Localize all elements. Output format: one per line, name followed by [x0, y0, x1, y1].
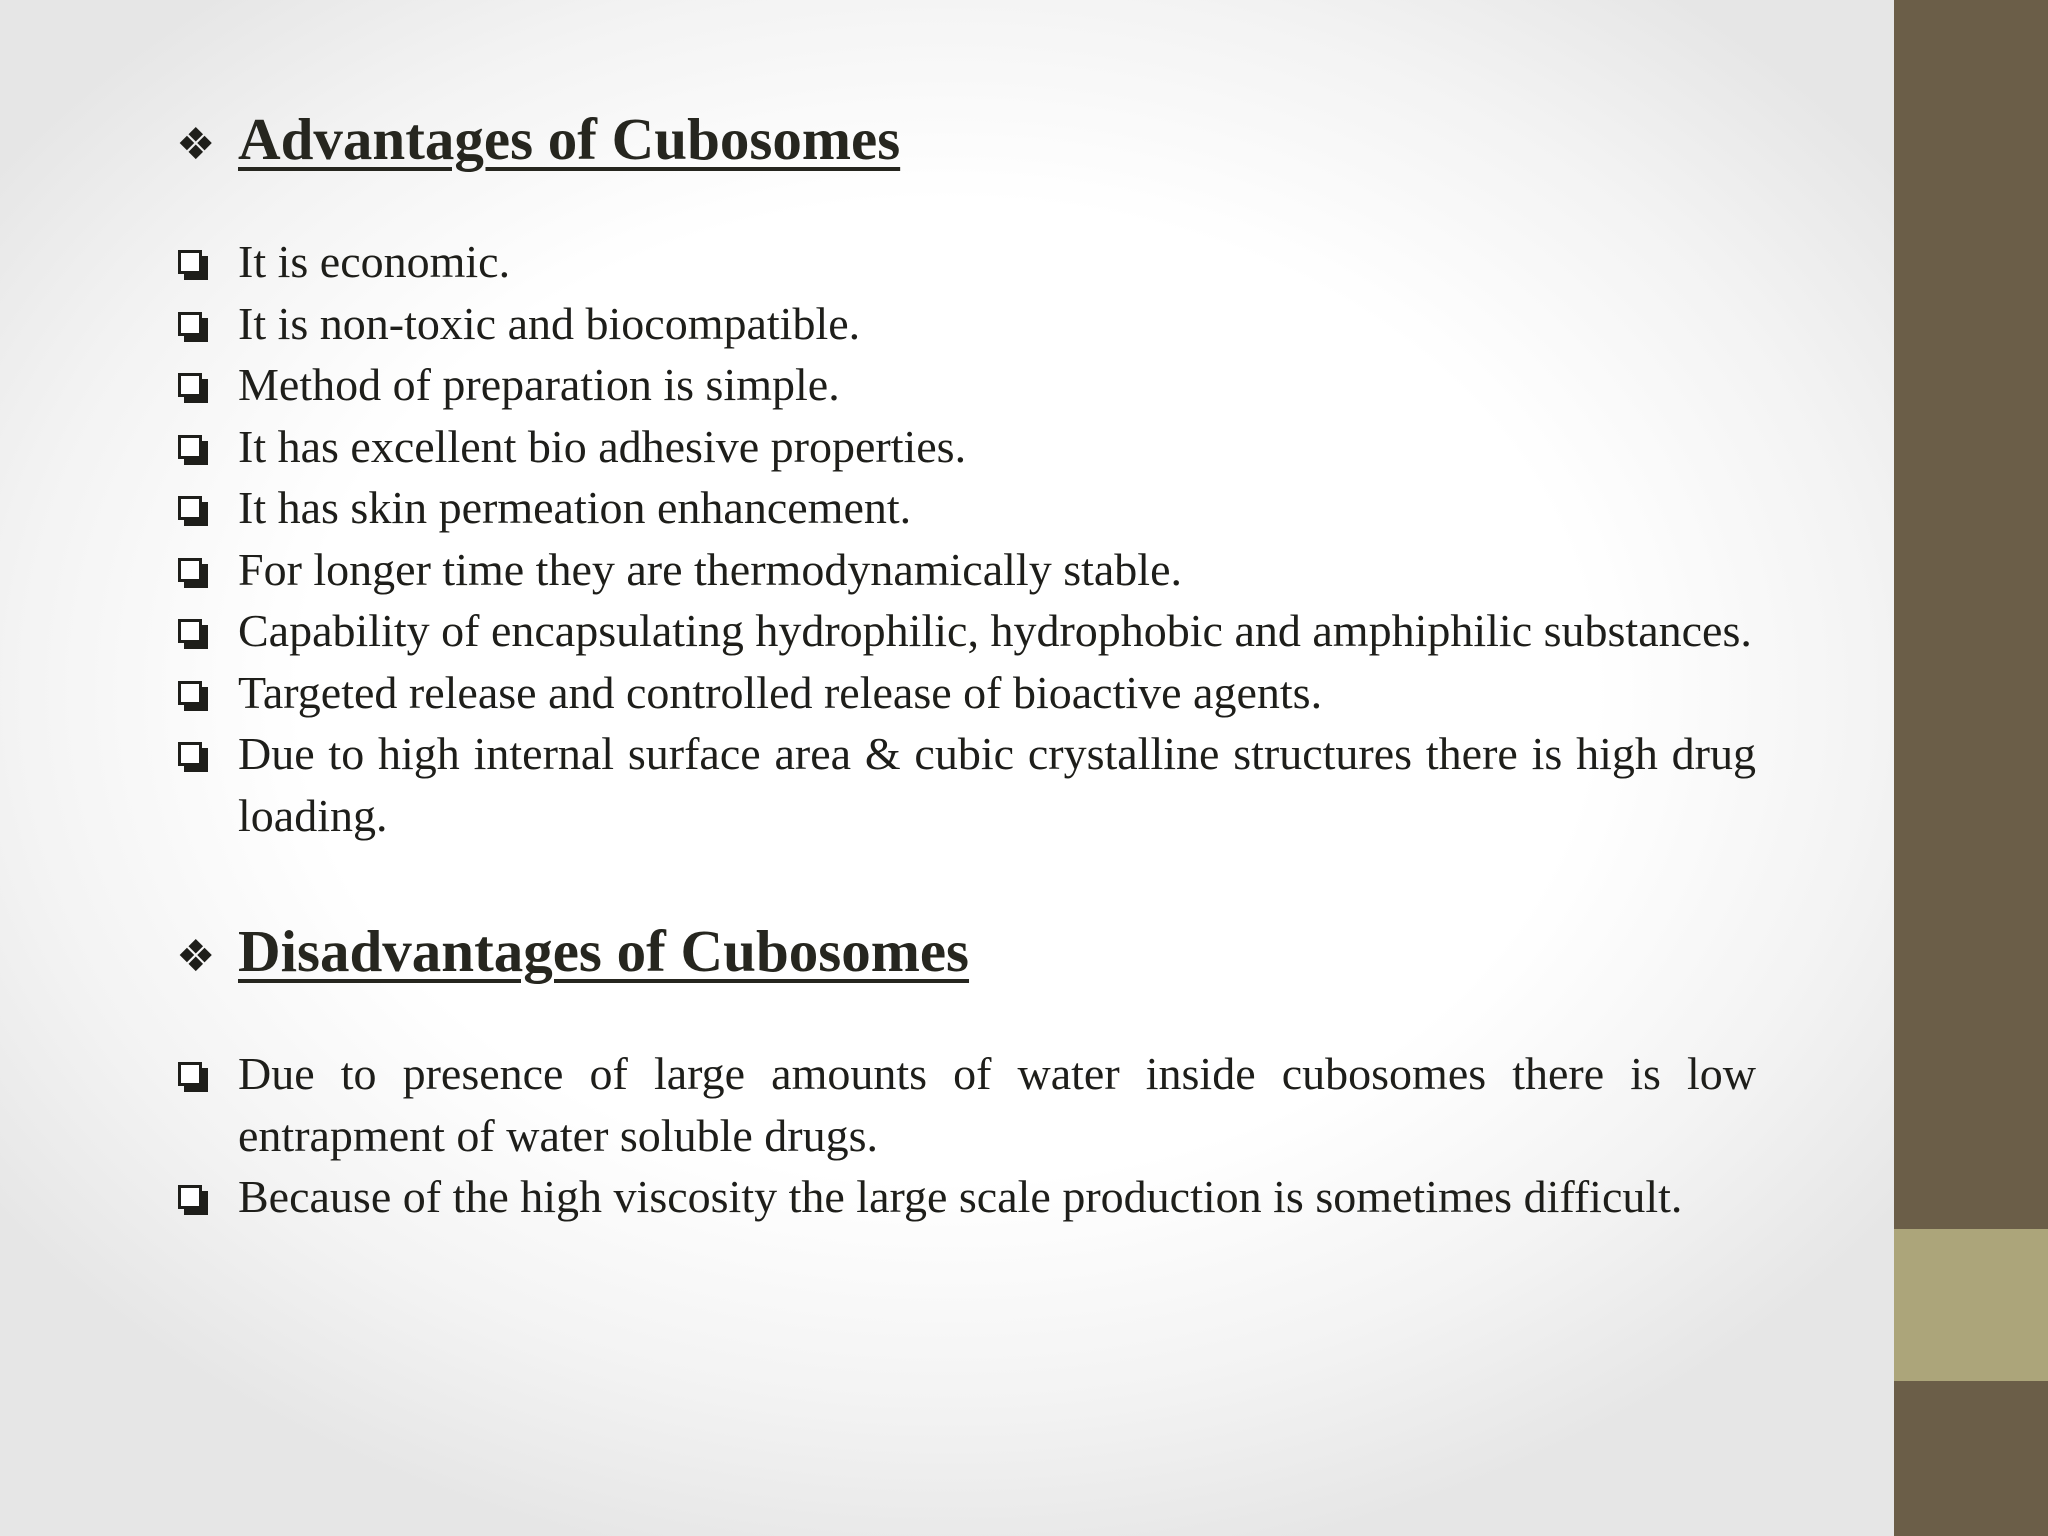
square-bullet-icon	[176, 293, 238, 355]
square-bullet-icon	[176, 1043, 238, 1105]
list-item	[176, 293, 1756, 355]
square-bullet-icon	[176, 539, 238, 601]
advantages-heading	[176, 100, 1756, 184]
list-item-text: Due to presence of large amounts of water inside cubosomes there is low entrapment of water soluble drugs.	[238, 1048, 1756, 1161]
square-bullet-icon	[176, 723, 238, 785]
list-item	[176, 662, 1756, 724]
disadvantages-list	[176, 1043, 1756, 1228]
list-item-text: Targeted release and controlled release of bioactive agents.	[238, 666, 1323, 718]
list-item-text: Capability of encapsulating hydrophilic, hydrophobic and amphiphilic substances.	[238, 605, 1752, 656]
square-bullet-icon	[176, 477, 238, 539]
square-bullet-icon	[176, 416, 238, 478]
list-item	[176, 1166, 1756, 1228]
list-item-text: Due to high internal surface area & cubic crystalline structures there is high drug loading.	[238, 728, 1756, 841]
list-item-text: It is economic.	[238, 236, 511, 287]
slide-content	[176, 100, 1756, 1228]
list-item	[176, 600, 1756, 662]
list-item-text: Because of the high viscosity the large scale production is sometimes difficult.	[238, 1171, 1683, 1222]
list-item-text: It has skin permeation enhancement.	[238, 482, 912, 533]
four-diamond-icon: ❖	[176, 119, 216, 170]
list-item	[176, 477, 1756, 539]
square-bullet-icon	[176, 662, 238, 724]
list-item-text: Method of preparation is simple.	[238, 359, 840, 410]
disadvantages-heading	[176, 912, 1756, 996]
advantages-list	[176, 231, 1756, 846]
list-item-text: It has excellent bio adhesive properties.	[238, 420, 967, 472]
list-item-text: It is non-toxic and biocompatible.	[238, 297, 861, 349]
list-item-text: For longer time they are thermodynamically stable.	[238, 543, 1182, 595]
square-bullet-icon	[176, 231, 238, 293]
sidebar-accent-block	[1894, 1229, 2048, 1381]
disadvantages-heading-text: Disadvantages of Cubosomes	[238, 918, 970, 984]
square-bullet-icon	[176, 354, 238, 416]
square-bullet-icon	[176, 600, 238, 662]
square-bullet-icon	[176, 1166, 238, 1228]
four-diamond-icon: ❖	[176, 931, 216, 982]
list-item	[176, 1043, 1756, 1166]
list-item	[176, 354, 1756, 416]
list-item	[176, 416, 1756, 478]
list-item	[176, 723, 1756, 846]
list-item	[176, 539, 1756, 601]
advantages-heading-text: Advantages of Cubosomes	[238, 106, 901, 172]
list-item	[176, 231, 1756, 293]
